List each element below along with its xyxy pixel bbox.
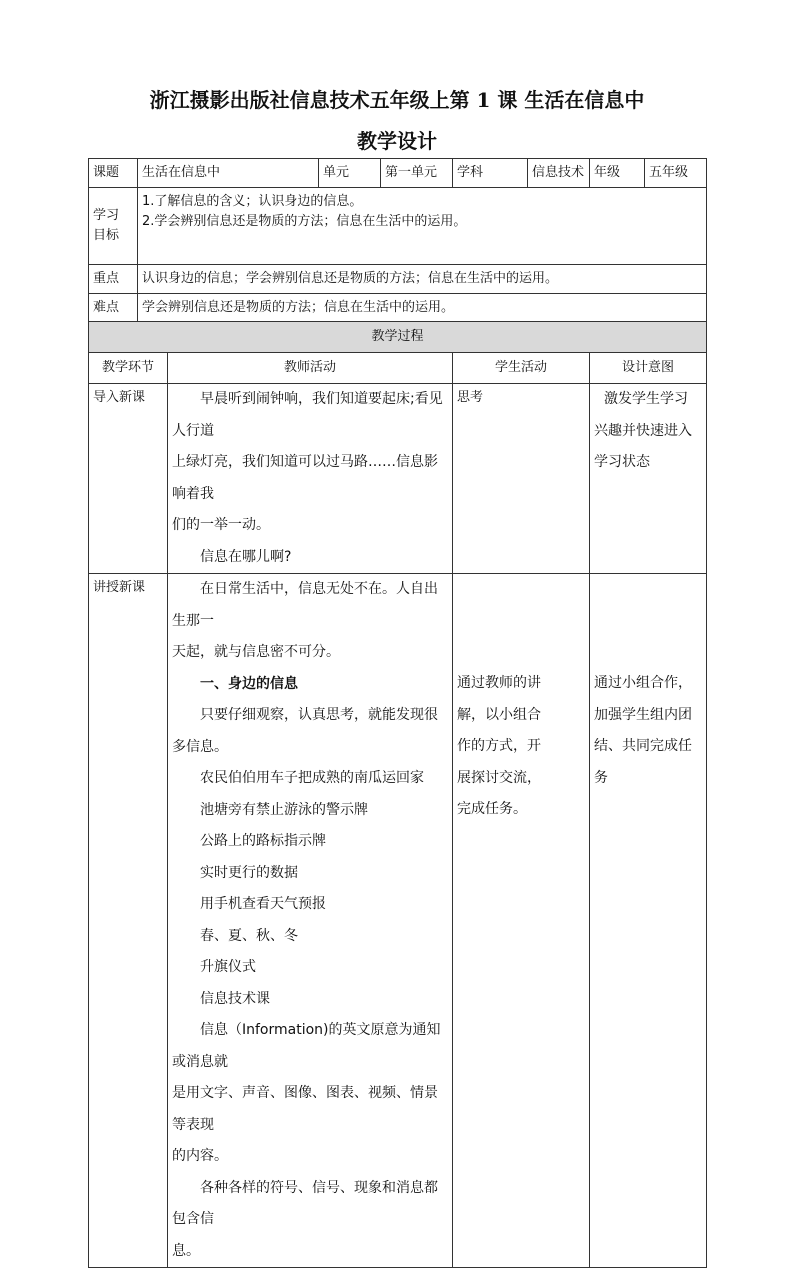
header-student: 学生活动 (453, 353, 590, 384)
grade-label: 年级 (590, 159, 645, 188)
unit-value: 第一单元 (381, 159, 453, 188)
intent-line: 务 (594, 769, 609, 786)
difficulty-label: 难点 (89, 294, 138, 322)
section-new-student (453, 574, 590, 1268)
intent-line: 学习状态 (594, 454, 651, 470)
subject-value: 信息技术 (528, 159, 590, 188)
teacher-line: 的内容。 (172, 1148, 228, 1164)
student-line: 解，以小组合 (457, 706, 542, 723)
process-title: 教学过程 (89, 322, 707, 353)
intent-line: 加强学生组内团 (594, 706, 693, 723)
teacher-line: 池塘旁有禁止游泳的警示牌 (200, 801, 368, 818)
subject-label: 学科 (453, 159, 528, 188)
intent-line: 结、共同完成任 (594, 738, 693, 754)
teacher-line: 们的一举一动。 (172, 517, 270, 533)
teacher-line: 只要仔细观察，认真思考，就能发现很多信息。 (172, 707, 438, 755)
goals-content (138, 188, 707, 265)
teacher-line: 是用文字、声音、图像、图表、视频、情景等表现 (172, 1085, 438, 1133)
section-intro-teacher (168, 384, 453, 574)
grade-value: 五年级 (645, 159, 707, 188)
teacher-line: 信息技术课 (200, 990, 270, 1007)
header-intent: 设计意图 (590, 353, 707, 384)
teacher-heading: 一、身边的信息 (200, 675, 298, 692)
key-point-row (89, 265, 707, 294)
process-title-row (89, 322, 707, 353)
intent-line: 兴趣并快速进入 (594, 422, 693, 439)
teacher-line: 农民伯伯用车子把成熟的南瓜运回家 (200, 770, 424, 786)
section-intro-intent (590, 384, 707, 574)
section-new-teacher (168, 574, 453, 1268)
topic-value: 生活在信息中 (138, 159, 319, 188)
document-subtitle: 教学设计 (357, 129, 437, 153)
teacher-line: 公路上的路标指示牌 (200, 833, 326, 849)
section-new-stage: 讲授新课 (89, 574, 168, 1268)
teacher-line: 用手机查看天气预报 (200, 896, 326, 912)
header-teacher: 教师活动 (168, 353, 453, 384)
intent-line: 通过小组合作， (594, 675, 693, 691)
teacher-line: 升旗仪式 (200, 959, 256, 975)
intent-line: 激发学生学习 (604, 391, 689, 407)
teacher-line: 在日常生活中，信息无处不在。人自出生那一 (172, 581, 438, 629)
teacher-line: 天起，就与信息密不可分。 (172, 644, 340, 660)
info-row (89, 159, 707, 188)
document-title: 浙江摄影出版社信息技术五年级上第 1 课 生活在信息中 (149, 88, 645, 112)
section-intro-row (89, 384, 707, 574)
process-header-row (89, 353, 707, 384)
section-new-intent (590, 574, 707, 1268)
student-line: 通过教师的讲 (457, 675, 542, 691)
teacher-line: 息。 (172, 1242, 200, 1259)
goals-label-a: 学习 (93, 208, 120, 223)
section-new-lesson-row (89, 574, 707, 1268)
topic-label: 课题 (89, 159, 138, 188)
teacher-line: 信息（Information)的英文原意为通知或消息就 (172, 1022, 441, 1070)
lesson-plan-table (88, 158, 707, 1268)
key-point-value: 认识身边的信息；学会辨别信息还是物质的方法；信息在生活中的运用。 (138, 265, 707, 294)
section-intro-student: 思考 (453, 384, 590, 574)
teacher-line: 实时更行的数据 (200, 864, 298, 881)
student-line: 作的方式，开 (457, 738, 542, 754)
key-point-label: 重点 (89, 265, 138, 294)
teacher-line: 各种各样的符号、信号、现象和消息都包含信 (172, 1179, 438, 1227)
goals-label-b: 目标 (93, 228, 120, 243)
teacher-line: 信息在哪儿啊? (200, 548, 292, 565)
header-stage: 教学环节 (89, 353, 168, 384)
difficulty-row (89, 294, 707, 322)
teacher-line: 春、夏、秋、冬 (200, 927, 298, 944)
student-line: 完成任务。 (457, 801, 528, 817)
goals-label (89, 188, 138, 265)
unit-label: 单元 (319, 159, 381, 188)
teacher-line: 上绿灯亮，我们知道可以过马路……信息影响着我 (172, 454, 438, 502)
difficulty-value: 学会辨别信息还是物质的方法；信息在生活中的运用。 (138, 294, 707, 322)
teacher-line: 早晨听到闹钟响，我们知道要起床;看见人行道 (172, 391, 443, 439)
goal-item: 2.学会辨别信息还是物质的方法；信息在生活中的运用。 (142, 214, 467, 229)
student-line: 展探讨交流， (457, 769, 542, 786)
section-intro-stage: 导入新课 (89, 384, 168, 574)
goals-row (89, 188, 707, 265)
goal-item: 1.了解信息的含义；认识身边的信息。 (142, 194, 363, 209)
